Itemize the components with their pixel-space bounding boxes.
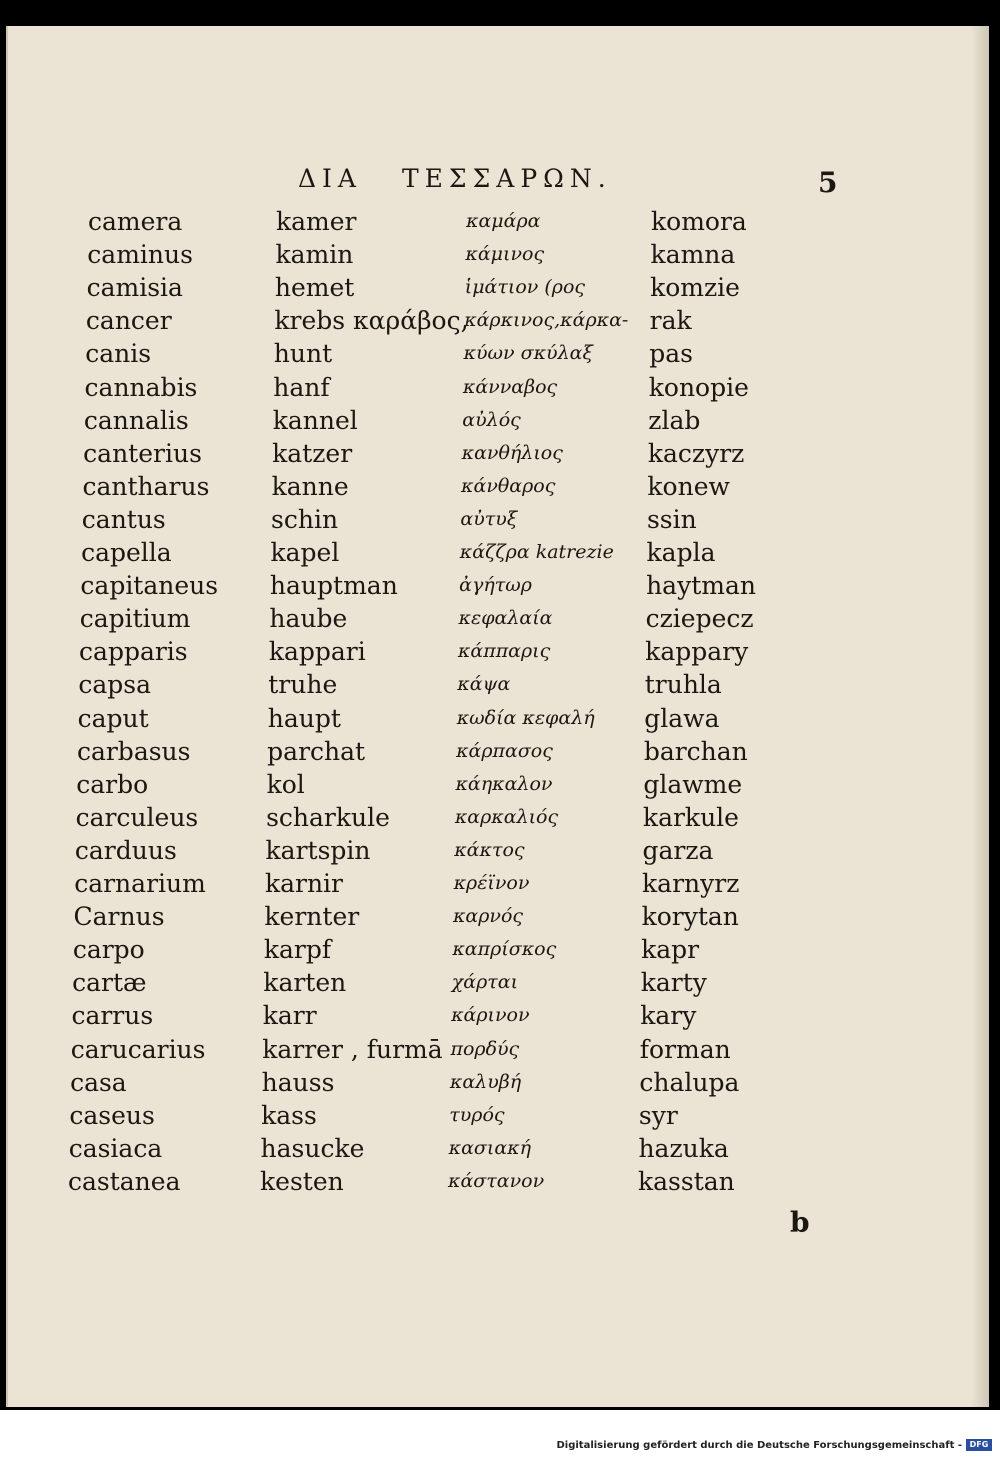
latin-term: capella — [81, 538, 172, 567]
greek-term: κάνναβος — [462, 375, 558, 398]
table-row — [8, 439, 989, 472]
german-term: hunt — [273, 339, 333, 369]
greek-term: χάρται — [451, 971, 519, 994]
latin-term: cannalis — [83, 405, 189, 435]
czech-term: syr — [638, 1100, 678, 1130]
table-row — [8, 869, 989, 902]
czech-term: glawa — [644, 703, 720, 733]
footer-bar — [0, 1410, 1000, 1457]
greek-term: κάψα — [457, 673, 511, 696]
latin-term: caminus — [87, 240, 193, 270]
greek-term: κάστανον — [448, 1169, 545, 1192]
table-row — [8, 770, 989, 803]
german-term: kol — [266, 769, 305, 799]
czech-term: garza — [642, 835, 714, 865]
table-row — [8, 968, 989, 1001]
german-term: scharkule — [266, 802, 390, 832]
greek-term: κάνθαρος — [461, 474, 556, 497]
greek-term: ἱμάτιον (ρος — [464, 276, 586, 299]
greek-term: ἀγήτωρ — [459, 574, 532, 597]
greek-term: κρέϊνον — [453, 872, 530, 894]
czech-term: cziepecz — [645, 604, 754, 634]
german-term: karrer , furmā — [262, 1034, 443, 1064]
latin-term: casa — [70, 1067, 127, 1097]
greek-term: κύων σκύλαξ — [463, 342, 593, 365]
book-page — [6, 26, 989, 1407]
greek-term: αὐλός — [462, 408, 521, 431]
header-right: ΤΕΣΣΑΡΩΝ. — [401, 164, 612, 193]
table-row — [8, 373, 989, 406]
german-term: kannel — [272, 405, 358, 435]
czech-term: haytman — [646, 571, 756, 601]
czech-term: zlab — [648, 405, 701, 435]
latin-term: canterius — [83, 438, 202, 468]
czech-term: kary — [640, 1001, 697, 1031]
latin-term: camisia — [86, 273, 183, 303]
table-row — [8, 836, 989, 869]
greek-term: κανθήλιος — [461, 441, 563, 464]
german-term: katzer — [272, 438, 353, 468]
greek-term: κάμινος — [465, 243, 545, 266]
greek-term: καμάρα — [466, 210, 541, 232]
latin-term: carpo — [72, 935, 145, 965]
latin-term: cantus — [81, 504, 166, 534]
latin-term: cantharus — [82, 471, 210, 501]
german-term: kamer — [276, 207, 357, 236]
latin-term: carculeus — [75, 802, 199, 832]
german-term: hasucke — [260, 1133, 365, 1163]
german-term: kass — [261, 1100, 317, 1130]
greek-term: κεφαλαία — [458, 607, 553, 630]
latin-term: carucarius — [70, 1034, 206, 1064]
greek-term: κάκτος — [454, 838, 525, 861]
latin-term: casiaca — [68, 1133, 163, 1163]
table-row — [8, 571, 989, 604]
german-term: karpf — [263, 935, 332, 965]
table-row — [8, 505, 989, 538]
table-row — [8, 306, 989, 339]
greek-term: καλυβή — [449, 1070, 522, 1093]
czech-term: kapla — [646, 538, 716, 567]
table-row — [8, 538, 989, 571]
latin-term: cartæ — [72, 968, 147, 998]
czech-term: kapr — [641, 935, 700, 965]
greek-term: τυρός — [449, 1103, 505, 1126]
latin-term: capitium — [79, 604, 191, 634]
german-term: hauss — [261, 1067, 335, 1097]
greek-term: κωδία κεφαλή — [456, 706, 595, 729]
german-term: hemet — [274, 273, 355, 303]
german-term: schin — [271, 504, 339, 534]
german-term: hauptman — [269, 571, 398, 601]
table-row — [8, 670, 989, 703]
german-term: hanf — [273, 372, 330, 402]
czech-term: korytan — [641, 902, 739, 932]
greek-term: κάππαρις — [457, 640, 551, 663]
table-row — [8, 1068, 989, 1101]
german-term: haupt — [267, 703, 341, 733]
greek-term: κάρπασος — [456, 739, 553, 762]
greek-term: αὐτυξ — [460, 507, 518, 530]
table-row — [8, 273, 989, 306]
table-row — [8, 240, 989, 273]
czech-term: komora — [651, 207, 747, 236]
table-row — [8, 1035, 989, 1068]
czech-term: rak — [649, 306, 692, 336]
table-row — [8, 604, 989, 637]
czech-term: komzie — [650, 273, 740, 303]
german-term: kesten — [260, 1166, 344, 1196]
czech-term: kasstan — [638, 1166, 735, 1196]
czech-term: glawme — [643, 769, 743, 799]
signature-mark: b — [790, 1206, 810, 1239]
german-term: kappari — [268, 637, 366, 667]
dfg-logo: DFG — [966, 1439, 992, 1451]
header-left: ΔΙΑ — [298, 164, 362, 193]
german-term: truhe — [268, 670, 338, 700]
table-row — [8, 1167, 989, 1200]
greek-term: κασιακή — [448, 1136, 531, 1159]
table-row — [8, 1134, 989, 1167]
greek-term: κάζζρα katrezie — [459, 541, 614, 563]
czech-term: kaczyrz — [647, 438, 745, 468]
latin-term: capparis — [79, 637, 188, 667]
czech-term: kamna — [650, 240, 736, 270]
german-term: parchat — [267, 736, 366, 766]
latin-term: carnarium — [74, 869, 206, 898]
table-row — [8, 339, 989, 372]
czech-term: kappary — [645, 637, 749, 667]
czech-term: karnyrz — [642, 869, 740, 898]
latin-term: capsa — [78, 670, 151, 700]
czech-term: ssin — [646, 504, 697, 534]
latin-term: canis — [85, 339, 152, 369]
greek-term: κάρκινος,κάρκα- — [464, 309, 629, 332]
latin-term: caput — [77, 703, 149, 733]
latin-term: Carnus — [73, 902, 165, 932]
page-number: 5 — [818, 166, 838, 199]
table-row — [8, 1001, 989, 1034]
latin-term: caseus — [69, 1100, 155, 1130]
czech-term: chalupa — [639, 1067, 740, 1097]
german-term: kamin — [275, 240, 354, 270]
greek-term: καπρίσκος — [452, 938, 557, 961]
table-row — [8, 737, 989, 770]
german-term: haube — [269, 604, 348, 634]
table-row — [8, 1101, 989, 1134]
table-row — [8, 902, 989, 935]
latin-term: carbo — [76, 769, 149, 799]
funding-credit: Digitalisierung gefördert durch die Deutsche Forschungsgemeinschaft - — [556, 1440, 962, 1451]
german-term: karr — [262, 1001, 317, 1031]
latin-term: castanea — [68, 1166, 181, 1196]
german-term: kernter — [264, 902, 360, 932]
greek-term: πορδύς — [450, 1037, 520, 1060]
table-row — [8, 472, 989, 505]
czech-term: karty — [640, 968, 707, 998]
german-term: kanne — [271, 471, 349, 501]
german-term: kartspin — [265, 835, 371, 865]
greek-term: καρνός — [452, 905, 524, 928]
table-row — [8, 704, 989, 737]
czech-term: karkule — [642, 802, 739, 832]
greek-term: κάρινον — [451, 1004, 530, 1027]
latin-term: cannabis — [84, 372, 198, 402]
czech-term: forman — [639, 1034, 731, 1064]
table-row — [8, 803, 989, 836]
czech-term: barchan — [643, 736, 748, 766]
latin-term: carbasus — [76, 736, 191, 766]
latin-term: carduus — [74, 835, 177, 865]
greek-term: κάηκαλον — [455, 772, 553, 795]
table-row — [8, 935, 989, 968]
czech-term: hazuka — [638, 1133, 729, 1163]
german-term: krebs καράβος, — [274, 306, 469, 336]
table-row — [8, 207, 989, 240]
czech-term: truhla — [644, 670, 722, 700]
greek-term: καρκαλιός — [454, 805, 559, 828]
running-header — [298, 164, 612, 193]
latin-term: capitaneus — [80, 571, 219, 601]
latin-term: cancer — [85, 306, 172, 336]
table-row — [8, 637, 989, 670]
czech-term: konew — [647, 471, 730, 501]
german-term: karten — [263, 968, 347, 998]
german-term: kapel — [270, 538, 340, 567]
latin-term: camera — [88, 207, 183, 236]
table-row — [8, 406, 989, 439]
german-term: karnir — [264, 869, 344, 898]
latin-term: carrus — [71, 1001, 154, 1031]
czech-term: pas — [649, 339, 693, 369]
czech-term: konopie — [648, 372, 749, 402]
